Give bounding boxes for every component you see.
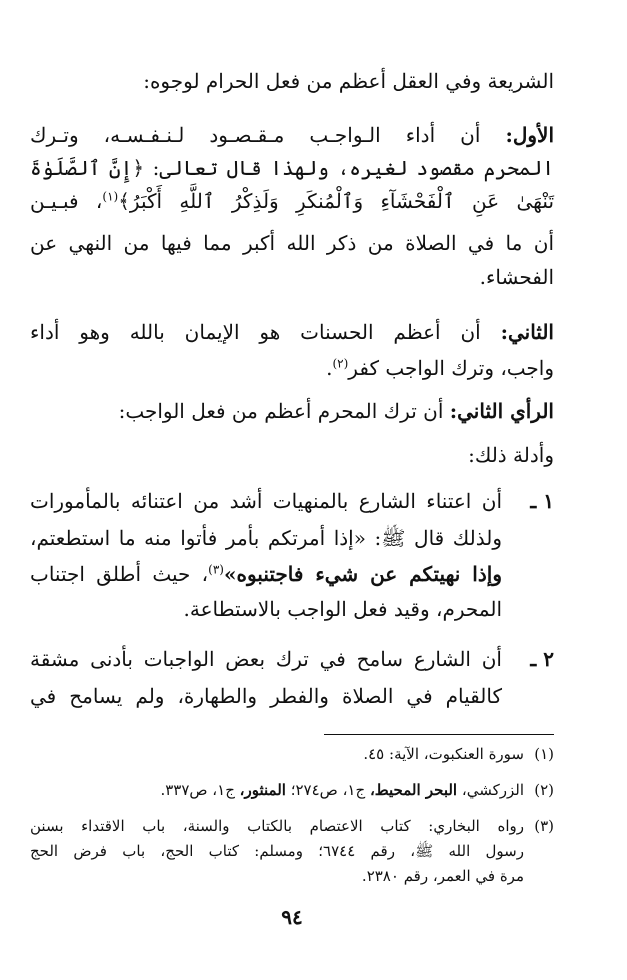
body-line bbox=[30, 644, 502, 674]
footnote-number: (٢) bbox=[534, 781, 554, 799]
footnote-ref: (١) bbox=[102, 189, 119, 204]
footnote-number: (١) bbox=[534, 745, 554, 763]
page-number: ٩٤ bbox=[281, 905, 303, 929]
footnote-text: رواه البخاري: كتاب الاعتصام بالكتاب والسنة، باب الاقتداء بسنن bbox=[30, 817, 524, 835]
footnote-text-part: ج١، ص٣٣٧. bbox=[160, 781, 240, 799]
body-line bbox=[30, 353, 554, 383]
body-line bbox=[30, 440, 554, 470]
body-line bbox=[30, 317, 554, 347]
line-text: أن اعتناء الشارع بالمنهيات أشد من اعتنائه بالمأمورات bbox=[30, 489, 502, 513]
footnote-ref: (٢) bbox=[332, 356, 349, 371]
line-text: المحرم مقصود لغيره، ولهذا قال تعالى: ﴿إِنَّ ٱلصَّلَوٰةَ bbox=[30, 156, 554, 180]
body-line bbox=[30, 486, 502, 516]
footnote-divider bbox=[324, 734, 554, 735]
line-text: الفحشاء. bbox=[479, 265, 554, 289]
heading-second-opinion: الرأي الثاني: bbox=[449, 399, 554, 423]
body-line bbox=[30, 262, 554, 292]
footnote-number: (٣) bbox=[534, 817, 554, 835]
body-line bbox=[30, 66, 554, 96]
footnote-text bbox=[30, 778, 524, 802]
footnote-text-part: ج١، ص٢٧٤؛ bbox=[285, 781, 370, 799]
line-text: الشريعة وفي العقل أعظم من فعل الحرام لوجوه: bbox=[143, 69, 554, 93]
list-number: ١ ـ bbox=[530, 489, 554, 513]
page-body bbox=[30, 62, 554, 962]
footnote-ref: (٣) bbox=[208, 562, 224, 577]
line-text: أن ترك المحرم أعظم من فعل الواجب: bbox=[118, 399, 444, 423]
heading-first: الأول: bbox=[505, 123, 555, 147]
body-line bbox=[30, 523, 502, 553]
hadith-line: وإذا نهيتكم عن شيء فاجتنبوه» bbox=[223, 562, 502, 586]
line-text: . bbox=[326, 356, 333, 380]
line-text: أن أداء الـواجـب مـقـصـود لـنـفـسـه، وتـرك bbox=[30, 123, 481, 147]
quran-verse: تَنْهَىٰ عَنِ ٱلْفَحْشَآءِ وَٱلْمُنكَرِ وَلَذِكْرُ ٱللَّهِ أَكْبَرُ﴾ bbox=[118, 189, 555, 213]
heading-second: الثاني: bbox=[500, 320, 554, 344]
footnote-text-part: الزركشي، bbox=[457, 781, 524, 799]
line-text: أن ما في الصلاة من ذكر الله أكبر مما فيها من النهي عن bbox=[30, 231, 554, 255]
body-line bbox=[30, 228, 554, 258]
body-line bbox=[30, 559, 502, 589]
book-title: البحر المحيط، bbox=[369, 781, 458, 799]
body-line bbox=[30, 396, 554, 426]
line-text: ، حيث أطلق اجتناب bbox=[30, 562, 209, 586]
list-number: ٢ ـ bbox=[530, 647, 554, 671]
line-text: ، فبـيـن bbox=[30, 189, 103, 213]
line-text: واجب، وترك الواجب كفر bbox=[348, 356, 554, 380]
body-line bbox=[30, 120, 554, 150]
line-text: أن أعظم الحسنات هو الإيمان بالله وهو أداء bbox=[30, 320, 481, 344]
body-line bbox=[30, 681, 502, 711]
footnote-text: سورة العنكبوت، الآية: ٤٥. bbox=[363, 745, 524, 763]
footnote-text: مرة في العمر، رقم ٢٣٨٠. bbox=[361, 867, 524, 885]
line-text: المحرم، وقيد فعل الواجب بالاستطاعة. bbox=[183, 597, 502, 621]
footnote-text: رسول الله ﷺ، رقم ٦٧٤٤؛ ومسلم: كتاب الحج، باب فرض الحج bbox=[30, 842, 524, 860]
hadith-line: ولذلك قال ﷺ: «إذا أمرتكم بأمر فأتوا منه ما استطعتم، bbox=[30, 526, 502, 550]
body-line bbox=[30, 594, 502, 624]
body-line bbox=[30, 153, 554, 183]
body-line bbox=[30, 186, 554, 216]
book-title: المنثور، bbox=[239, 781, 286, 799]
line-text: كالقيام في الصلاة والفطر والطهارة، ولم يسامح في bbox=[30, 684, 502, 708]
line-text: وأدلة ذلك: bbox=[468, 443, 554, 467]
line-text: أن الشارع سامح في ترك بعض الواجبات بأدنى مشقة bbox=[30, 647, 502, 671]
